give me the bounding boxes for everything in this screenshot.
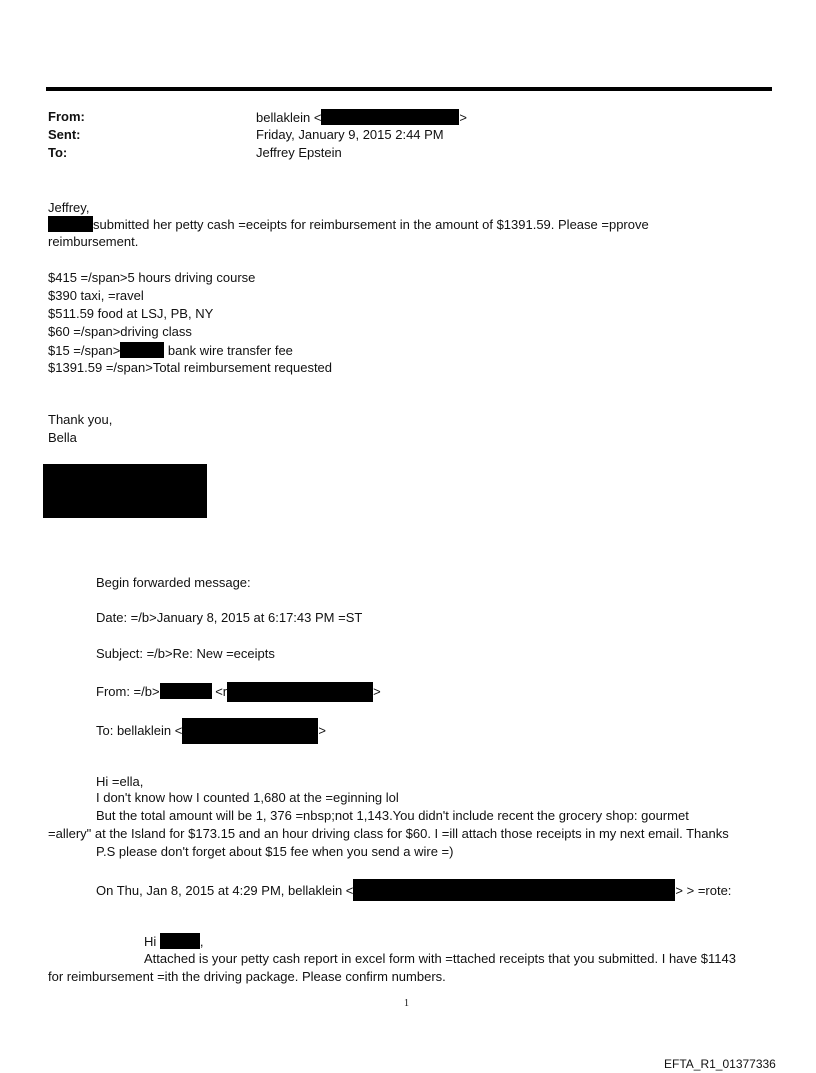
thanks: Thank you,: [48, 412, 113, 427]
body-line-2: reimbursement.: [48, 234, 139, 249]
forward-from: [96, 682, 381, 702]
bates-number: EFTA_R1_01377336: [664, 1057, 776, 1071]
signature: Bella: [48, 430, 77, 445]
forward-subject: Subject: =/b>Re: New =eceipts: [96, 646, 275, 661]
forward-begin: Begin forwarded message:: [96, 575, 251, 590]
to-label: To:: [48, 145, 68, 160]
quoted-on-line: [96, 879, 731, 901]
quoted-hi-text: Hi: [144, 934, 157, 949]
quoted-line-2: for reimbursement =ith the driving package. Please confirm numbers.: [48, 969, 446, 984]
item-3: $511.59 food at LSJ, PB, NY: [48, 306, 214, 321]
from-value: [256, 109, 467, 126]
to-value: Jeffrey Epstein: [256, 145, 342, 160]
quoted-on-text: On Thu, Jan 8, 2015 at 4:29 PM, bellaklein <: [96, 883, 354, 898]
from-close: >: [459, 110, 467, 125]
salutation: Jeffrey,: [48, 200, 90, 215]
redaction-box: [48, 216, 93, 232]
redaction-box: [353, 879, 675, 901]
header-rule: [46, 87, 772, 91]
redaction-box: [321, 109, 459, 125]
quoted-hi-end: ,: [199, 934, 204, 949]
redaction-box: [160, 683, 212, 699]
forward-from-prefix: From: =/b>: [96, 684, 160, 699]
item-5-text: $15 =/span>: [48, 343, 121, 358]
quoted-line-1: Attached is your petty cash report in excel form with =ttached receipts that you submitted. I have $1143: [144, 951, 736, 966]
from-name: bellaklein <: [256, 110, 322, 125]
redaction-box: [227, 682, 373, 702]
reply-line-3: =allery" at the Island for $173.15 and an hour driving class for $60. I =ill attach those receipts in my next email. Thanks: [48, 826, 729, 841]
forward-to: [96, 718, 326, 744]
forward-from-end: >: [373, 684, 381, 699]
item-5: [48, 342, 293, 359]
reply-line-4: P.S please don't forget about $15 fee when you send a wire =): [96, 844, 454, 859]
redaction-box: [160, 933, 200, 949]
body-line-1-text: submitted her petty cash =eceipts for reimbursement in the amount of $1391.59. Please =pprove: [93, 217, 649, 232]
item-6: $1391.59 =/span>Total reimbursement requested: [48, 360, 333, 375]
sent-value: Friday, January 9, 2015 2:44 PM: [256, 127, 444, 142]
item-2: $390 taxi, =ravel: [48, 288, 144, 303]
sent-label: Sent:: [48, 127, 81, 142]
page-number: 1: [404, 998, 409, 1009]
signature-redaction: [43, 464, 207, 518]
quoted-on-end: > > =rote:: [675, 883, 732, 898]
from-label: From:: [48, 109, 85, 124]
redaction-box: [120, 342, 164, 358]
item-4: $60 =/span>driving class: [48, 324, 192, 339]
reply-line-1: I don't know how I counted 1,680 at the =eginning lol: [96, 790, 399, 805]
body-line-1: [48, 216, 649, 233]
forward-to-end: >: [318, 723, 326, 738]
forward-to-prefix: To: bellaklein <: [96, 723, 183, 738]
quoted-hi: [144, 933, 204, 950]
item-1: $415 =/span>5 hours driving course: [48, 270, 256, 285]
redaction-box: [182, 718, 318, 744]
reply-hi: Hi =ella,: [96, 774, 144, 789]
reply-line-2: But the total amount will be 1, 376 =nbsp;not 1,143.You didn't include recent the grocery shop: gourmet: [96, 808, 689, 823]
forward-date: Date: =/b>January 8, 2015 at 6:17:43 PM =ST: [96, 610, 363, 625]
item-5-suffix: bank wire transfer fee: [164, 343, 293, 358]
forward-from-mid: <r: [211, 684, 228, 699]
